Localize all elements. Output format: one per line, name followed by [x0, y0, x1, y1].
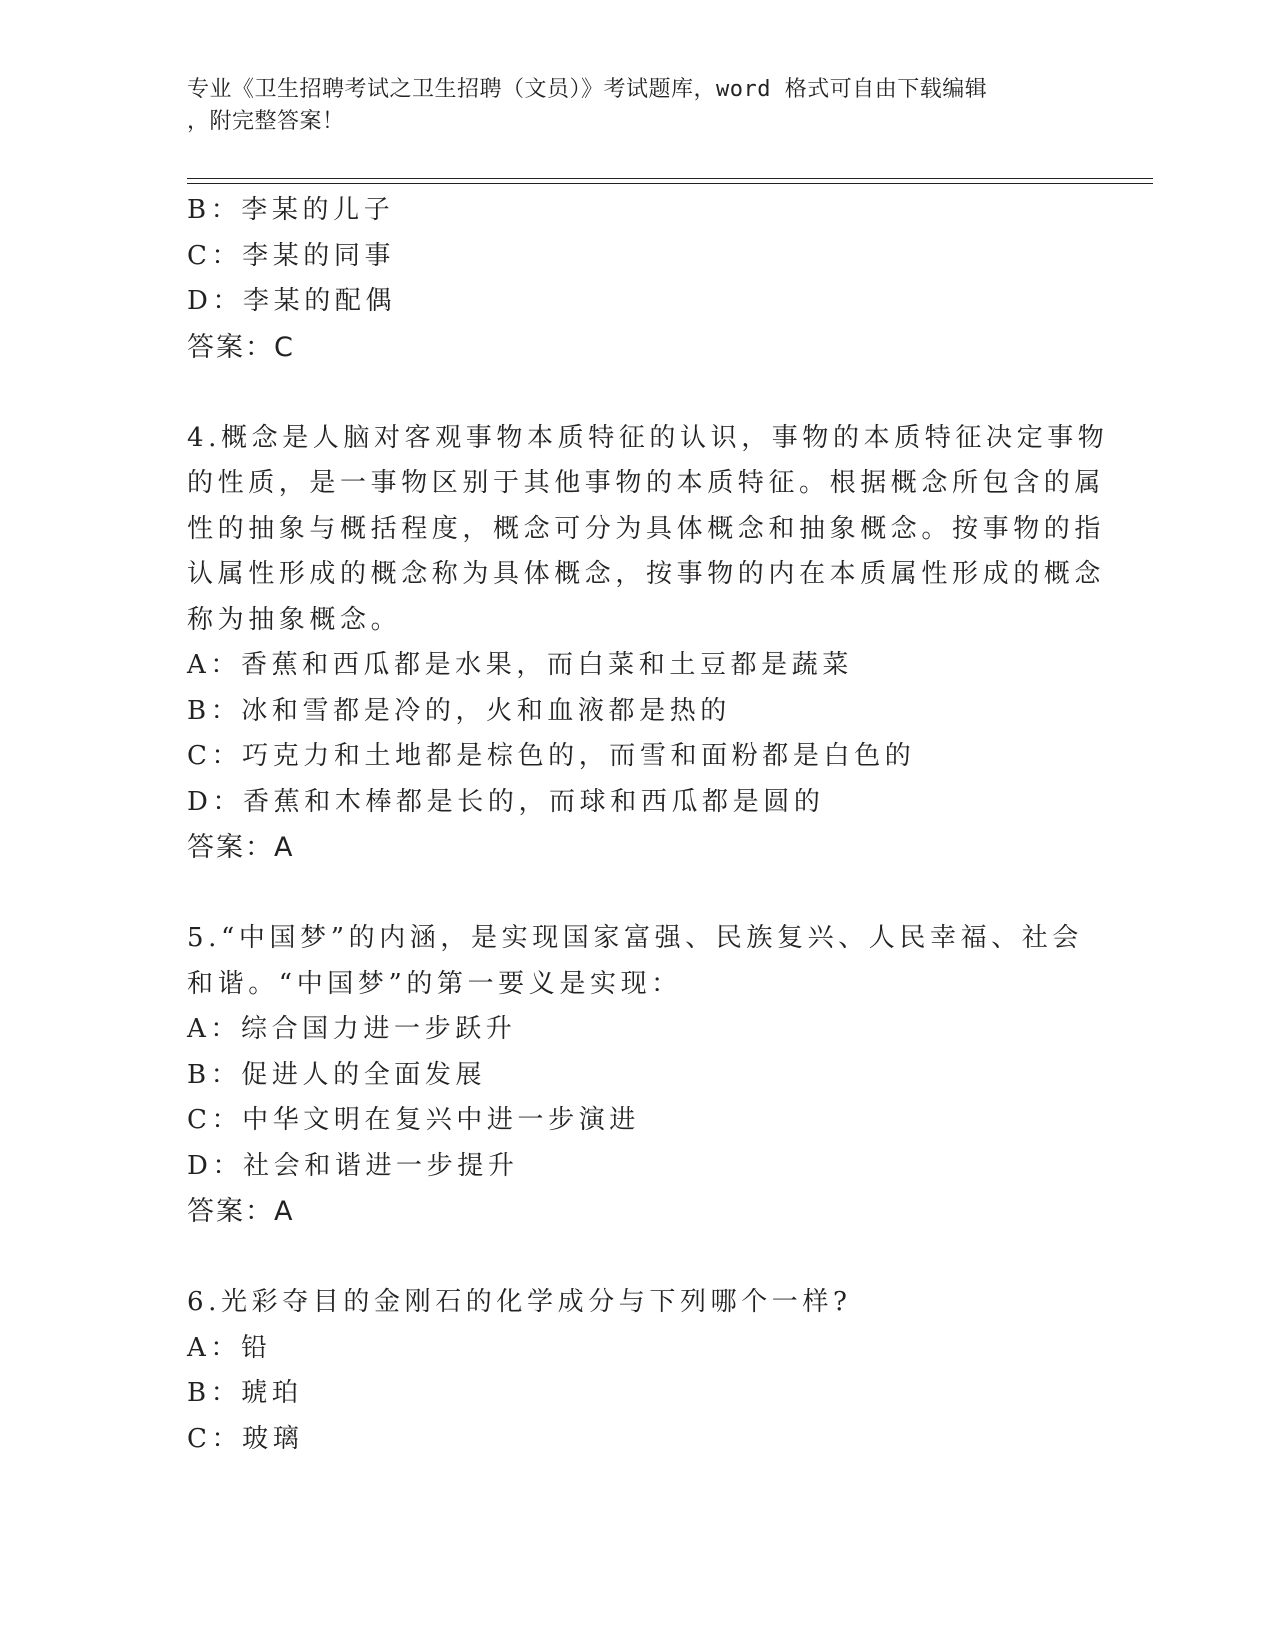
question-6	[187, 1280, 1087, 1462]
question-stem-line: 4.概念是人脑对客观事物本质特征的认识，事物的本质特征决定事物	[187, 422, 1109, 453]
option-d: D：社会和谐进一步提升	[187, 1150, 519, 1181]
option-a: A：综合国力进一步跃升	[187, 1014, 517, 1044]
answer-line: 答案：A	[187, 832, 295, 863]
header-rule-bottom	[187, 183, 1153, 184]
question-list	[187, 188, 1109, 1462]
question-stem-line: 性的抽象与概括程度，概念可分为具体概念和抽象概念。按事物的指	[187, 513, 1106, 544]
header-line-2: ，附完整答案！	[187, 109, 345, 134]
header-line-1: 专业《卫生招聘考试之卫生招聘（文员）》考试题库，word 格式可自由下载编辑	[187, 77, 988, 102]
option-b: B：促进人的全面发展	[187, 1059, 487, 1090]
question-3-tail	[187, 188, 1087, 370]
option-c: C：中华文明在复兴中进一步演进	[187, 1105, 640, 1135]
option-c: C：巧克力和土地都是棕色的，而雪和面粉都是白色的	[187, 741, 916, 771]
question-stem-line: 5.“中国梦”的内涵，是实现国家富强、民族复兴、人民幸福、社会	[187, 923, 1083, 953]
option-c: C：玻璃	[187, 1423, 304, 1454]
answer-line: 答案：A	[187, 1196, 295, 1227]
option-a: A：香蕉和西瓜都是水果，而白菜和土豆都是蔬菜	[187, 650, 853, 680]
question-stem-line: 6.光彩夺目的金刚石的化学成分与下列哪个一样?	[187, 1287, 852, 1317]
option-c: C：李某的同事	[187, 240, 396, 271]
document-header	[187, 74, 1067, 138]
question-4	[187, 416, 1109, 871]
answer-line: 答案：C	[187, 331, 295, 363]
spacer	[187, 1235, 1087, 1281]
option-d: D：李某的配偶	[187, 286, 397, 316]
question-stem-line: 认属性形成的概念称为具体概念，按事物的内在本质属性形成的概念	[187, 559, 1106, 589]
header-rule-top	[187, 178, 1153, 179]
spacer	[187, 871, 1087, 917]
option-b: B：冰和雪都是冷的，火和血液都是热的	[187, 695, 731, 726]
spacer	[187, 370, 1087, 416]
option-a: A：铅	[187, 1332, 272, 1363]
question-5	[187, 916, 1087, 1235]
question-stem-line: 和谐。“中国梦”的第一要义是实现：	[187, 968, 682, 999]
option-b: B：琥珀	[187, 1378, 303, 1408]
question-stem-line: 称为抽象概念。	[187, 604, 402, 635]
option-b: B：李某的儿子	[187, 195, 395, 225]
question-stem-line: 的性质，是一事物区别于其他事物的本质特征。根据概念所包含的属	[187, 468, 1106, 498]
option-d: D：香蕉和木棒都是长的，而球和西瓜都是圆的	[187, 786, 825, 817]
